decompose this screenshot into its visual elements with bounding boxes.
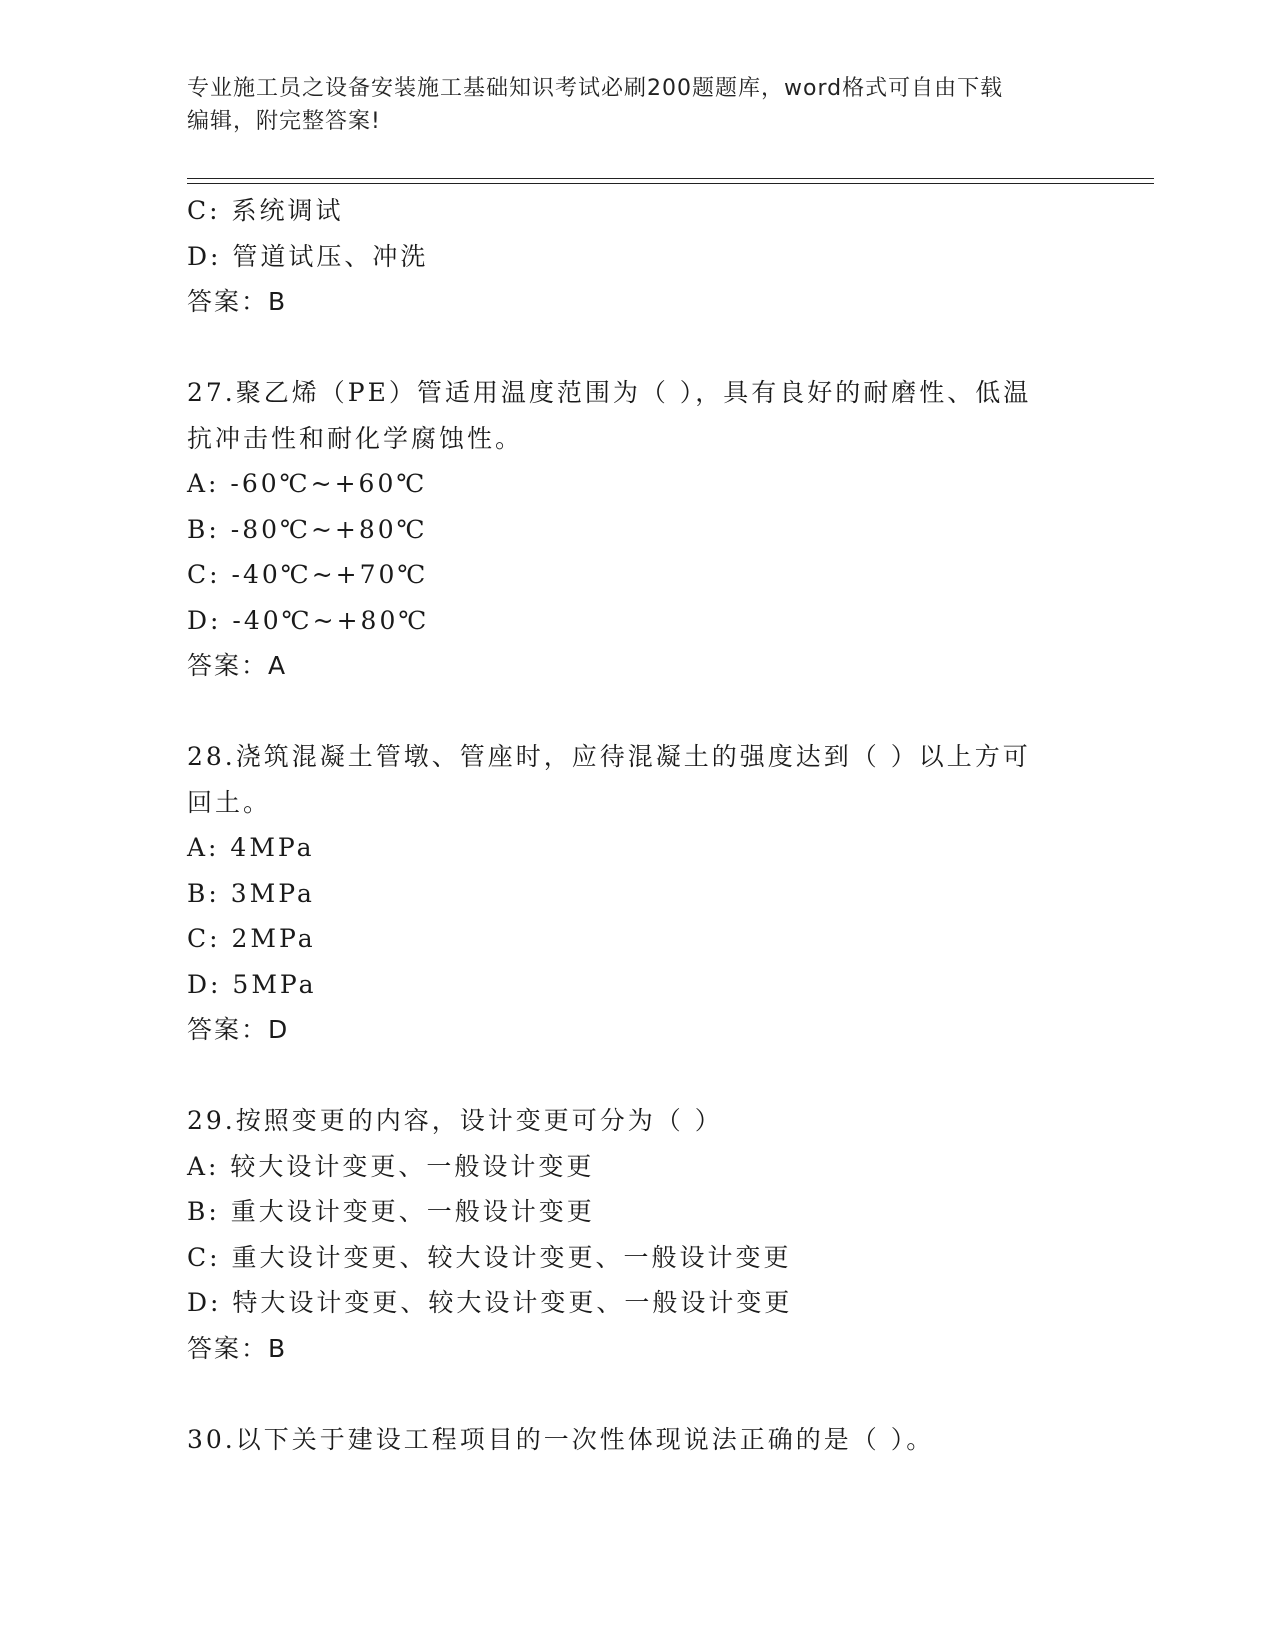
document-header: [187, 72, 1087, 138]
question-stem: 29.按照变更的内容，设计变更可分为（ ）: [187, 1106, 723, 1135]
answer-line: 答案：B: [187, 287, 288, 316]
option-d: D: 管道试压、冲洗: [187, 241, 429, 271]
option-d: D: 5MPa: [187, 969, 317, 999]
option-a: A: 较大设计变更、一般设计变更: [187, 1151, 595, 1181]
option-b: B: -80℃~+80℃: [187, 514, 428, 544]
option-c: C: -40℃~+70℃: [187, 560, 429, 589]
header-divider-bottom: [187, 183, 1154, 184]
question-list: [187, 188, 1087, 1462]
header-divider-top: [187, 178, 1154, 179]
answer-line: 答案：D: [187, 1015, 290, 1044]
question-stem: 30.以下关于建设工程项目的一次性体现说法正确的是（ ）。: [187, 1424, 935, 1454]
option-c: C: 系统调试: [187, 196, 344, 225]
header-line-1: 专业施工员之设备安装施工基础知识考试必刷200题题库，word格式可自由下载: [187, 76, 1004, 101]
option-a: A: -60℃~+60℃: [187, 469, 428, 498]
option-c: C: 重大设计变更、较大设计变更、一般设计变更: [187, 1242, 792, 1272]
answer-line: 答案：A: [187, 651, 288, 680]
question-stem: 回土。: [187, 787, 272, 817]
option-d: D: -40℃~+80℃: [187, 605, 430, 635]
header-line-2: 编辑，附完整答案!: [187, 109, 381, 134]
option-b: B: 重大设计变更、一般设计变更: [187, 1197, 595, 1226]
option-d: D: 特大设计变更、较大设计变更、一般设计变更: [187, 1288, 793, 1317]
option-a: A: 4MPa: [187, 833, 315, 862]
answer-line: 答案：B: [187, 1333, 288, 1363]
question-stem: 27.聚乙烯（PE）管适用温度范围为（ ），具有良好的耐磨性、低温: [187, 378, 1032, 407]
option-b: B: 3MPa: [187, 878, 315, 908]
question-stem: 28.浇筑混凝土管墩、管座时，应待混凝土的强度达到（ ）以上方可: [187, 742, 1031, 771]
question-stem: 抗冲击性和耐化学腐蚀性。: [187, 423, 524, 453]
option-c: C: 2MPa: [187, 924, 316, 953]
